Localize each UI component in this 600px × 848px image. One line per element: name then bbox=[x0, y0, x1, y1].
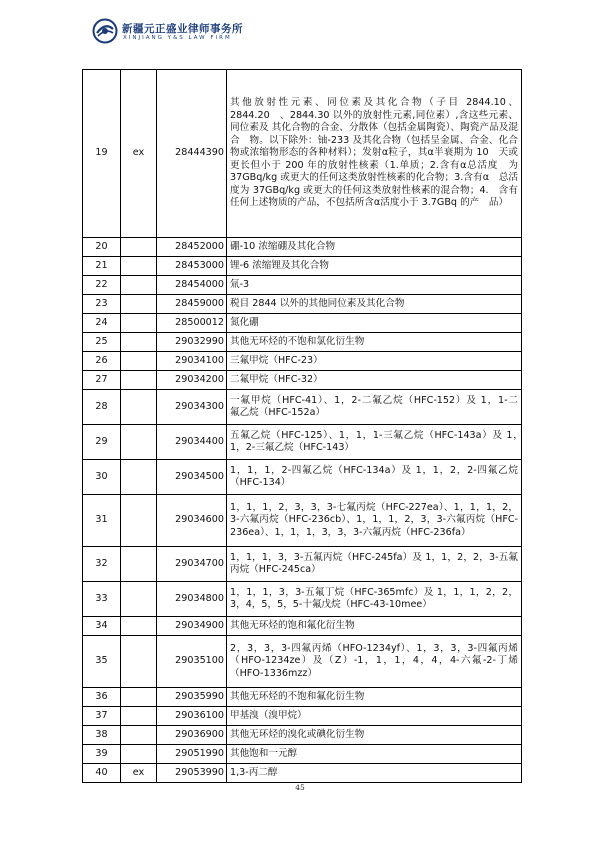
row-commodity-code: 29035990 bbox=[157, 688, 227, 707]
row-description: 氚-3 bbox=[227, 276, 522, 295]
row-number: 37 bbox=[83, 707, 121, 726]
page-number: 45 bbox=[295, 783, 305, 792]
row-commodity-code: 29034600 bbox=[157, 495, 227, 547]
row-number: 25 bbox=[83, 333, 121, 352]
table-row bbox=[83, 371, 522, 390]
firm-name-en: XINJIANG Y&S LAW FIRM bbox=[123, 35, 232, 41]
row-number: 19 bbox=[83, 70, 121, 238]
table-row bbox=[83, 688, 522, 707]
row-ex-mark bbox=[121, 352, 157, 371]
row-commodity-code: 28444390 bbox=[157, 70, 227, 238]
table-row bbox=[83, 276, 522, 295]
row-commodity-code: 29034700 bbox=[157, 547, 227, 582]
table-row bbox=[83, 636, 522, 688]
row-number: 20 bbox=[83, 238, 121, 257]
row-number: 40 bbox=[83, 764, 121, 783]
row-ex-mark bbox=[121, 688, 157, 707]
row-commodity-code: 29034900 bbox=[157, 617, 227, 636]
row-ex-mark: ex bbox=[121, 764, 157, 783]
row-commodity-code: 29034800 bbox=[157, 582, 227, 617]
row-number: 21 bbox=[83, 257, 121, 276]
row-commodity-code: 28453000 bbox=[157, 257, 227, 276]
table-row bbox=[83, 495, 522, 547]
row-description: 2，3，3，3-四氟丙烯（HFO-1234yf）、1，3，3，3-四氟丙烯（HFO-1234ze）及（Z）-1，1，1，4，4，4-六氟-2-丁烯 （HFO-1336mzz） bbox=[227, 636, 522, 688]
row-description: 1，1，1，2，3，3，3-七氟丙烷（HFC-227ea）、1，1，1，2，3-六氟丙烷（HFC-236cb）、1，1，1，2，3，3-六氟丙烷（HFC-236ea）、1，1，1，3，3，3-六氟丙烷（HFC-236fa） bbox=[227, 495, 522, 547]
table-row bbox=[83, 70, 522, 238]
row-number: 36 bbox=[83, 688, 121, 707]
table-row bbox=[83, 582, 522, 617]
row-commodity-code: 28452000 bbox=[157, 238, 227, 257]
row-description: 其他无环烃的溴化或碘化衍生物 bbox=[227, 726, 522, 745]
table-row bbox=[83, 352, 522, 371]
table-row bbox=[83, 314, 522, 333]
row-description: 其他放射性元素、同位素及其化合物（子目 2844.10、2844.20 、2844.30 以外的放射性元素,同位素）,含这些元素、同位素及 其化合物的合金、分散体（包括金属陶瓷）、陶瓷产品及混合 物。以下除外：铀-233 及其化合物（包括呈金属、合金、化合 物或浓缩物形态的各种材料）；发射α粒子，其α半衰期为 10 天或更长但小于 200 年的放射性核素（1.单质；2.含有α总活度 为 37GBq/kg 或更大的任何这类放射性核素的化合物；3.含有α 总活度为 37GBq/kg 或更大的任何这类放射性核素的混合物；4. 含有任何上述物质的产品，不包括所含α活度小于 3.7GBq 的产 品） bbox=[227, 70, 522, 238]
row-number: 22 bbox=[83, 276, 121, 295]
row-commodity-code: 29035100 bbox=[157, 636, 227, 688]
row-commodity-code: 28454000 bbox=[157, 276, 227, 295]
firm-name-cn: 新疆元正盛业律师事务所 bbox=[122, 23, 243, 35]
row-description: 其他无环烃的不饱和氯化衍生物 bbox=[227, 333, 522, 352]
row-number: 23 bbox=[83, 295, 121, 314]
row-ex-mark bbox=[121, 238, 157, 257]
firm-logo-icon bbox=[92, 18, 118, 44]
row-description: 其他无环烃的饱和氟化衍生物 bbox=[227, 617, 522, 636]
goods-table bbox=[82, 69, 528, 783]
row-commodity-code: 28500012 bbox=[157, 314, 227, 333]
table-row bbox=[83, 460, 522, 495]
row-commodity-code: 29036900 bbox=[157, 726, 227, 745]
row-commodity-code: 29053990 bbox=[157, 764, 227, 783]
table-row bbox=[83, 764, 522, 783]
row-number: 29 bbox=[83, 425, 121, 460]
row-commodity-code: 29034300 bbox=[157, 390, 227, 425]
row-ex-mark: ex bbox=[121, 70, 157, 238]
row-number: 30 bbox=[83, 460, 121, 495]
row-description: 1，1，1，3，3-五氟丙烷（HFC-245fa）及 1，1，2，2，3-五氟 丙烷（HFC-245ca） bbox=[227, 547, 522, 582]
table-row bbox=[83, 707, 522, 726]
row-description: 三氟甲烷（HFC-23） bbox=[227, 352, 522, 371]
table-row bbox=[83, 295, 522, 314]
table-row bbox=[83, 390, 522, 425]
row-description: 二氟甲烷（HFC-32） bbox=[227, 371, 522, 390]
row-description: 税目 2844 以外的其他同位素及其化合物 bbox=[227, 295, 522, 314]
row-ex-mark bbox=[121, 295, 157, 314]
row-description: 氮化硼 bbox=[227, 314, 522, 333]
table-row bbox=[83, 617, 522, 636]
row-ex-mark bbox=[121, 276, 157, 295]
row-description: 锂-6 浓缩锂及其化合物 bbox=[227, 257, 522, 276]
row-number: 39 bbox=[83, 745, 121, 764]
row-description: 1,3-丙二醇 bbox=[227, 764, 522, 783]
table-row bbox=[83, 425, 522, 460]
row-number: 32 bbox=[83, 547, 121, 582]
row-number: 34 bbox=[83, 617, 121, 636]
row-number: 31 bbox=[83, 495, 121, 547]
row-ex-mark bbox=[121, 617, 157, 636]
row-number: 38 bbox=[83, 726, 121, 745]
row-commodity-code: 28459000 bbox=[157, 295, 227, 314]
row-ex-mark bbox=[121, 390, 157, 425]
row-commodity-code: 29032990 bbox=[157, 333, 227, 352]
row-number: 24 bbox=[83, 314, 121, 333]
row-ex-mark bbox=[121, 371, 157, 390]
row-description: 其他饱和一元醇 bbox=[227, 745, 522, 764]
row-commodity-code: 29034400 bbox=[157, 425, 227, 460]
row-number: 35 bbox=[83, 636, 121, 688]
row-description: 其他无环烃的不饱和氟化衍生物 bbox=[227, 688, 522, 707]
table-row bbox=[83, 257, 522, 276]
row-ex-mark bbox=[121, 547, 157, 582]
row-commodity-code: 29034200 bbox=[157, 371, 227, 390]
table-row bbox=[83, 547, 522, 582]
goods-table-body bbox=[83, 70, 528, 783]
row-ex-mark bbox=[121, 726, 157, 745]
row-ex-mark bbox=[121, 460, 157, 495]
row-ex-mark bbox=[121, 425, 157, 460]
letterhead bbox=[92, 18, 272, 48]
row-description: 1，1，1，2-四氟乙烷（HFC-134a）及 1，1，2，2-四氟乙烷 （HFC-134） bbox=[227, 460, 522, 495]
row-ex-mark bbox=[121, 495, 157, 547]
row-ex-mark bbox=[121, 636, 157, 688]
row-number: 28 bbox=[83, 390, 121, 425]
row-commodity-code: 29034500 bbox=[157, 460, 227, 495]
table-row bbox=[83, 333, 522, 352]
row-ex-mark bbox=[121, 314, 157, 333]
row-commodity-code: 29051990 bbox=[157, 745, 227, 764]
row-ex-mark bbox=[121, 333, 157, 352]
table-row bbox=[83, 238, 522, 257]
row-commodity-code: 29034100 bbox=[157, 352, 227, 371]
table-row bbox=[83, 745, 522, 764]
table-row bbox=[83, 726, 522, 745]
row-commodity-code: 29036100 bbox=[157, 707, 227, 726]
row-ex-mark bbox=[121, 707, 157, 726]
row-description: 1，1，1，3，3-五氟丁烷（HFC-365mfc）及 1，1，1，2，2，3，4，5，5，5-十氟戊烷（HFC-43-10mee） bbox=[227, 582, 522, 617]
row-ex-mark bbox=[121, 745, 157, 764]
row-ex-mark bbox=[121, 257, 157, 276]
row-description: 甲基溴（溴甲烷） bbox=[227, 707, 522, 726]
row-number: 27 bbox=[83, 371, 121, 390]
row-description: 硼-10 浓缩硼及其化合物 bbox=[227, 238, 522, 257]
row-number: 26 bbox=[83, 352, 121, 371]
row-description: 五氟乙烷（HFC-125）、1，1，1-三氟乙烷（HFC-143a）及 1， 1，2-三氟乙烷（HFC-143） bbox=[227, 425, 522, 460]
row-ex-mark bbox=[121, 582, 157, 617]
row-number: 33 bbox=[83, 582, 121, 617]
row-description: 一氟甲烷（HFC-41）、1，2-二氟乙烷（HFC-152）及 1，1-二 氟乙烷（HFC-152a） bbox=[227, 390, 522, 425]
